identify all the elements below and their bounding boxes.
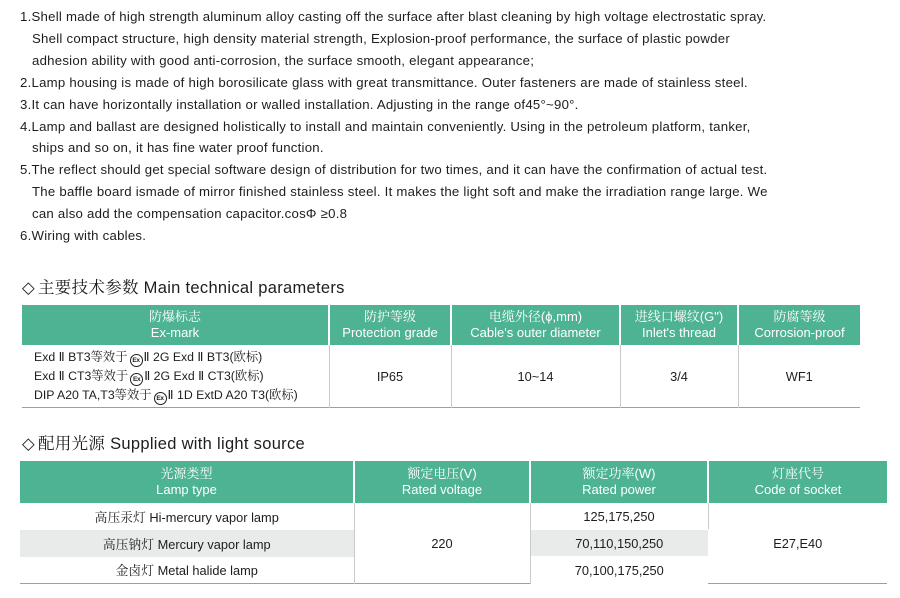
ex-mark-line: Exd Ⅱ BT3等效于 Ex Ⅱ 2G Exd Ⅱ BT3(欧标) [34,348,329,367]
feature-line: 1.Shell made of high strength aluminum alloy casting off the surface after blast cleaning by high voltage electrostatic spray. [20,9,767,24]
table-row [20,503,887,530]
feature-line: can also add the compensation capacitor.cosΦ ≥0.8 [32,206,348,222]
protection-grade-value: IP65 [329,345,451,408]
diamond-icon: ◇ [22,279,35,297]
diamond-icon: ◇ [22,435,35,453]
ex-symbol-icon: Ex [154,392,167,405]
rated-voltage-value: 220 [354,503,530,584]
header-lamp-type: 光源类型 Lamp type [20,461,354,503]
header-ex-mark: 防爆标志 Ex-mark [22,305,329,345]
main-params-heading [22,274,345,298]
cable-diameter-value: 10~14 [451,345,620,408]
feature-line: 5.The reflect should get special software design of distribution for two times, and it can have the confirmation of actual test. [20,162,768,178]
header-protection-grade: 防护等级 Protection grade [329,305,451,345]
feature-line: Shell compact structure, high density material strength, Explosion-proof performance, the surface of plastic powder [32,30,730,46]
rated-power-cell: 125,175,250 [530,503,708,530]
header-socket-code: 灯座代号 Code of socket [708,461,887,503]
rated-power-cell: 70,100,175,250 [530,557,708,584]
feature-line: adhesion ability with good anti-corrosion, the surface smooth, elegant appearance; [32,52,535,68]
header-rated-voltage: 额定电压(V) Rated voltage [354,461,530,503]
main-params-title: 主要技术参数 Main technical parameters [38,279,345,297]
lamp-type-cell: 高压钠灯 Mercury vapor lamp [20,530,354,557]
light-source-table [20,461,887,584]
header-rated-power: 额定功率(W) Rated power [530,461,708,503]
inlet-thread-value: 3/4 [620,345,738,408]
header-inlet-thread: 进线口螺纹(G") Inlet's thread [620,305,738,345]
lamp-type-cell: 金卤灯 Metal halide lamp [20,557,354,584]
lamp-type-cell: 高压汞灯 Hi-mercury vapor lamp [20,503,354,530]
feature-line: 3.It can have horizontally installation or walled installation. Adjusting in the range of45°~90°. [20,96,579,112]
table-row [22,345,860,408]
rated-power-cell: 70,110,150,250 [530,530,708,557]
table-header-row [20,461,887,503]
ex-mark-line: DIP A20 TA,T3等效于 Ex Ⅱ 1D ExtD A20 T3(欧标) [34,386,329,405]
ex-mark-line: Exd Ⅱ CT3等效于 Ex Ⅱ 2G Exd Ⅱ CT3(欧标) [34,367,329,386]
main-params-table [22,305,860,408]
feature-line: 2.Lamp housing is made of high borosilicate glass with great transmittance. Outer fasteners are made of stainless steel. [20,74,748,90]
table-header-row [22,305,860,345]
ex-mark-cell [22,345,329,408]
header-cable-diameter: 电缆外径(ϕ,mm) Cable's outer diameter [451,305,620,345]
ex-symbol-icon: Ex [130,373,143,386]
feature-line: The baffle board ismade of mirror finished stainless steel. It makes the light soft and make the irradiation range large. We [32,184,768,200]
socket-code-value: E27,E40 [708,503,887,584]
light-source-heading [22,430,305,454]
header-corrosion-proof: 防腐等级 Corrosion-proof [738,305,860,345]
feature-line: 4.Lamp and ballast are designed holistically to install and maintain conveniently. Using in the petroleum platform, tanker, [20,118,751,134]
feature-list [20,6,890,247]
corrosion-proof-value: WF1 [785,368,813,384]
feature-line: 6.Wiring with cables. [20,228,147,244]
feature-line: ships and so on, it has fine water proof function. [32,140,324,156]
light-source-title: 配用光源 Supplied with light source [38,435,305,453]
ex-symbol-icon: Ex [130,354,143,367]
